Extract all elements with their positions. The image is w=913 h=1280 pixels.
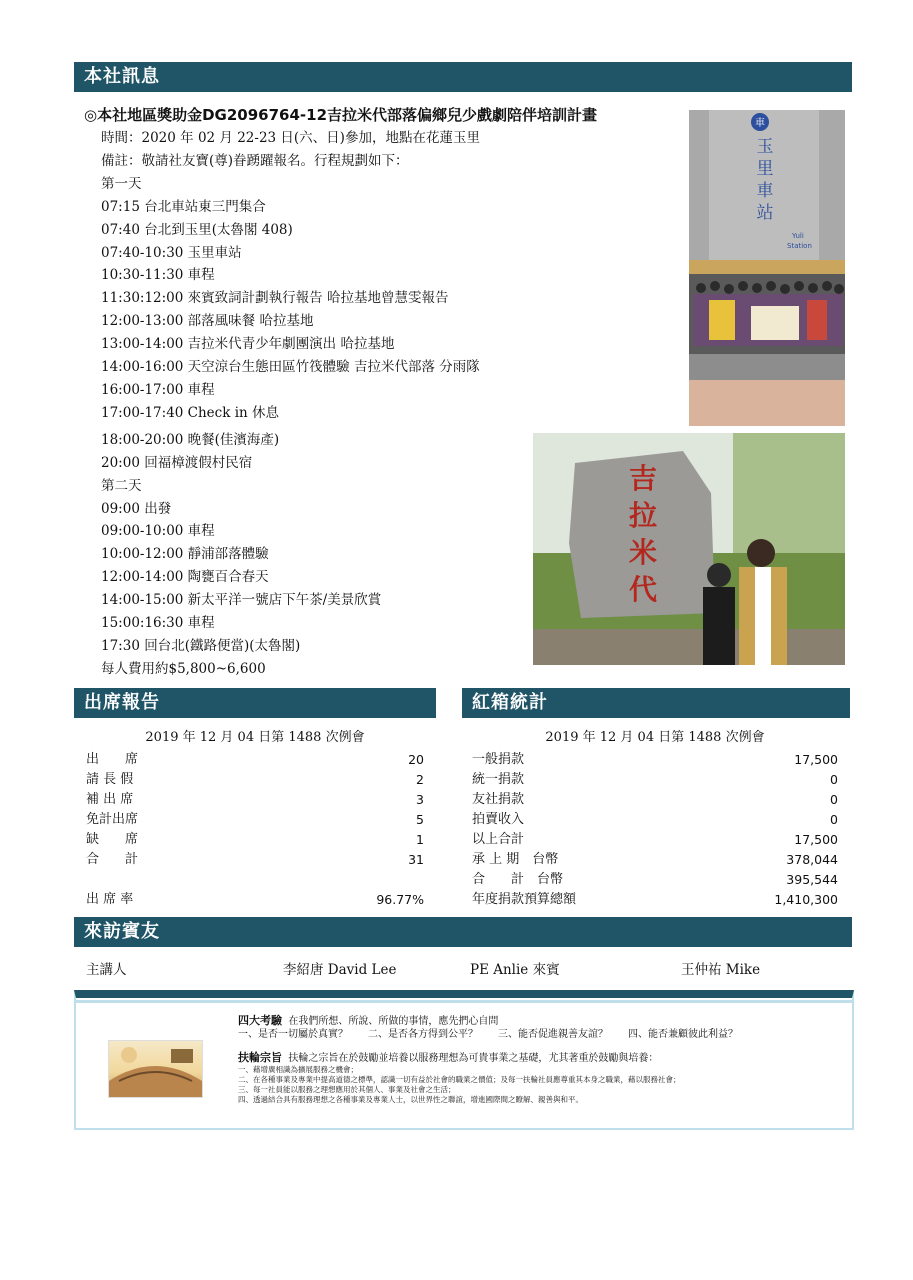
row-value: 31 bbox=[408, 852, 424, 867]
four-way-intro: 在我們所想、所說、所做的事情，應先捫心自問 bbox=[288, 1016, 499, 1027]
visitor-name: 王仲祐 Mike bbox=[681, 962, 761, 978]
station-sign-char: 玉 bbox=[756, 137, 774, 157]
station-sign-char: 車 bbox=[756, 181, 774, 201]
news-line: 09:00-10:00 車程 bbox=[101, 523, 215, 540]
row-value: 5 bbox=[416, 812, 424, 827]
section-header-redbox: 紅箱統計 bbox=[462, 688, 850, 718]
news-line: 18:00-20:00 晚餐(佳濱海產) bbox=[101, 431, 280, 448]
news-line: 10:00-12:00 靜浦部落體驗 bbox=[101, 546, 269, 563]
row-value: 395,544 bbox=[786, 872, 838, 887]
row-value: 17,500 bbox=[794, 832, 838, 847]
table-row bbox=[472, 830, 838, 850]
section-header-visitors: 來訪賓友 bbox=[74, 917, 852, 947]
row-value: 1,410,300 bbox=[774, 892, 838, 907]
news-line: 07:40 台北到玉里(太魯閣 408) bbox=[101, 221, 293, 238]
row-label: 拍賣收入 bbox=[472, 812, 525, 827]
row-label: 友社捐款 bbox=[472, 792, 525, 807]
row-label: 統一捐款 bbox=[472, 772, 525, 787]
row-label: 免計出席 bbox=[86, 812, 139, 827]
row-label: 一般捐款 bbox=[472, 752, 525, 767]
bridge-illustration bbox=[109, 1041, 202, 1097]
news-line: 每人費用約$5,800~6,600 bbox=[101, 660, 266, 677]
news-line: 14:00-15:00 新太平洋一號店下午茶/美景欣賞 bbox=[101, 592, 382, 609]
redbox-table bbox=[472, 728, 838, 910]
purpose-intro: 扶輪之宗旨在於鼓勵並培養以服務理想為可貴事業之基礎，尤其著重於鼓勵與培養： bbox=[288, 1053, 659, 1064]
section-header-attendance: 出席報告 bbox=[74, 688, 436, 718]
table-row bbox=[472, 750, 838, 770]
visitor-role: 主講人 bbox=[86, 962, 127, 978]
row-value: 2 bbox=[416, 772, 424, 787]
station-sign-char: 里 bbox=[756, 159, 774, 179]
news-line: 15:00:16:30 車程 bbox=[101, 615, 215, 632]
news-line: 17:00-17:40 Check in 休息 bbox=[101, 404, 280, 421]
row-value: 3 bbox=[416, 792, 424, 807]
stone-char: 代 bbox=[628, 573, 658, 606]
row-value: 17,500 bbox=[794, 752, 838, 767]
jilamidai-stone-photo bbox=[533, 433, 845, 665]
row-value: 1 bbox=[416, 832, 424, 847]
yuli-station-illustration bbox=[689, 110, 845, 426]
news-line: 07:15 台北車站東三門集合 bbox=[101, 198, 266, 215]
visitor-name: PE Anlie 來賓 bbox=[470, 962, 560, 978]
four-way-test-box bbox=[74, 990, 854, 1130]
news-line: 14:00-16:00 天空涼台生態田區竹筏體驗 吉拉米代部落 分雨隊 bbox=[101, 359, 480, 376]
row-label: 承 上 期 台幣 bbox=[472, 852, 559, 867]
table-row bbox=[472, 790, 838, 810]
row-label: 出 席 率 bbox=[86, 892, 134, 907]
purpose-item: 四、透過結合具有服務理想之各種事業及專業人士，以世界性之聯誼，增進國際間之瞭解、親善與和平。 bbox=[238, 1095, 583, 1104]
news-line: 12:00-13:00 部落風味餐 哈拉基地 bbox=[101, 313, 314, 330]
table-row bbox=[472, 890, 838, 910]
news-line: 13:00-14:00 吉拉米代青少年劇團演出 哈拉基地 bbox=[101, 336, 395, 353]
table-row bbox=[86, 810, 424, 830]
row-label: 補 出 席 bbox=[86, 792, 134, 807]
bridge-painting-image bbox=[108, 1040, 203, 1098]
news-line: 11:30:12:00 來賓致詞計劃執行報告 哈拉基地曾慧雯報告 bbox=[101, 290, 449, 307]
stone-char: 吉 bbox=[628, 462, 658, 495]
attendance-rate-row bbox=[86, 890, 424, 910]
table-row bbox=[86, 850, 424, 870]
svg-text:Station: Station bbox=[787, 242, 812, 250]
news-line: 第二天 bbox=[101, 477, 142, 494]
row-value: 0 bbox=[830, 812, 838, 827]
news-line: 第一天 bbox=[101, 175, 142, 192]
table-row bbox=[472, 850, 838, 870]
stone-char: 米 bbox=[628, 536, 658, 569]
news-line: 16:00-17:00 車程 bbox=[101, 381, 215, 398]
table-row bbox=[86, 770, 424, 790]
station-sign-char: 站 bbox=[756, 203, 774, 223]
news-line: 09:00 出發 bbox=[101, 500, 172, 517]
news-line: 17:30 回台北(鐵路便當)(太魯閣) bbox=[101, 637, 301, 654]
yuli-station-photo bbox=[689, 110, 845, 426]
news-line: 12:00-14:00 陶甕百合春天 bbox=[101, 569, 269, 586]
four-way-questions: 一、是否一切屬於真實？ 二、是否各方得到公平？ 三、能否促進親善友誼？ 四、能否兼顧彼此利益？ bbox=[238, 1029, 738, 1040]
news-line: 20:00 回福樟渡假村民宿 bbox=[101, 454, 253, 471]
attendance-caption: 2019 年 12 月 04 日第 1488 次例會 bbox=[145, 730, 365, 745]
row-value: 0 bbox=[830, 792, 838, 807]
row-value: 378,044 bbox=[786, 852, 838, 867]
table-row bbox=[86, 790, 424, 810]
stone-illustration bbox=[533, 433, 845, 665]
news-line: 時間：2020 年 02 月 22-23 日(六、日)參加，地點在花蓮玉里 bbox=[101, 130, 480, 146]
row-label: 缺 席 bbox=[86, 832, 139, 847]
attendance-table bbox=[86, 728, 424, 910]
table-row bbox=[86, 750, 424, 770]
table-row bbox=[472, 870, 838, 890]
row-value: 20 bbox=[408, 752, 424, 767]
visitor-name: 李紹唐 David Lee bbox=[283, 962, 397, 978]
purpose-heading: 扶輪宗旨 bbox=[238, 1051, 282, 1064]
svg-text:Yuli: Yuli bbox=[792, 232, 804, 240]
row-label: 年度捐款預算總額 bbox=[472, 892, 577, 907]
stone-char: 拉 bbox=[628, 499, 658, 532]
row-label: 合 計 台幣 bbox=[472, 872, 564, 887]
news-line: 備註：敬請社友寶(尊)眷踴躍報名。行程規劃如下： bbox=[101, 152, 409, 169]
news-line: 07:40-10:30 玉里車站 bbox=[101, 244, 242, 261]
table-row bbox=[472, 810, 838, 830]
redbox-caption: 2019 年 12 月 04 日第 1488 次例會 bbox=[545, 730, 765, 745]
table-row bbox=[472, 770, 838, 790]
table-row bbox=[86, 830, 424, 850]
row-value: 96.77% bbox=[376, 892, 424, 907]
purpose-item: 一、藉增廣相識為擴展服務之機會； bbox=[238, 1065, 358, 1074]
row-value: 0 bbox=[830, 772, 838, 787]
news-title: ◎本社地區獎助金DG2096764-12吉拉米代部落偏鄉兒少戲劇陪伴培訓計畫 bbox=[84, 106, 598, 124]
four-way-text bbox=[238, 1014, 838, 1105]
row-label: 請 長 假 bbox=[86, 772, 134, 787]
row-label: 以上合計 bbox=[472, 832, 525, 847]
purpose-item: 三、每一社員能以服務之理想應用於其個人、事業及社會之生活； bbox=[238, 1085, 456, 1094]
row-label: 合 計 bbox=[86, 852, 139, 867]
purpose-item: 二、在各種事業及專業中提高道德之標準，認識一切有益於社會的職業之價值；及每一扶輪社員應尊重其本身之職業，藉以服務社會； bbox=[238, 1075, 681, 1084]
box-divider bbox=[76, 1000, 852, 1003]
svg-text:車: 車 bbox=[755, 118, 765, 129]
row-label: 出 席 bbox=[86, 752, 139, 767]
news-line: 10:30-11:30 車程 bbox=[101, 267, 215, 284]
section-header-news: 本社訊息 bbox=[74, 62, 852, 92]
four-way-heading: 四大考驗 bbox=[238, 1014, 282, 1027]
